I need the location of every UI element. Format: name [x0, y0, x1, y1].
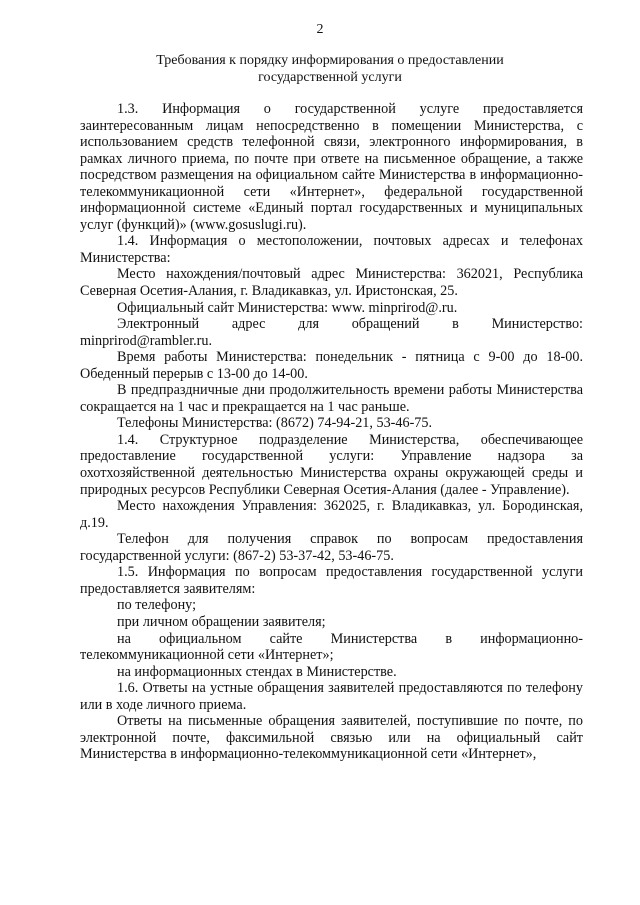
paragraph-working-hours: Время работы Министерства: понедельник - пятница с 9-00 до 18-00. Обеденный перерыв с 13-00 до 14-00. [80, 349, 583, 382]
paragraph-unit-location: Место нахождения Управления: 362025, г. Владикавказ, ул. Бородинская, д.19. [80, 498, 583, 531]
paragraph-email: Электронный адрес для обращений в Министерство: minprirod@rambler.ru. [80, 316, 583, 349]
paragraph-1-6: 1.6. Ответы на устные обращения заявителей предоставляются по телефону или в ходе личного приема. [80, 680, 583, 713]
paragraph-1-5: 1.5. Информация по вопросам предоставления государственной услуги предоставляется заявителям: [80, 564, 583, 597]
page-number: 2 [316, 22, 324, 37]
list-item-phone: по телефону; [117, 597, 197, 614]
paragraph-written-responses: Ответы на письменные обращения заявителей, поступившие по почте, по электронной почте, факсимильной связью или на официальный сайт Министерства в информационно-телекоммуникационной сети «Интернет», [80, 713, 583, 763]
document-body [80, 101, 583, 763]
list-item-official-site: на официальном сайте Министерства в информационно-телекоммуникационной сети «Интернет»; [80, 630, 583, 664]
paragraph-unit-phone: Телефон для получения справок по вопросам предоставления государственной услуги: (867-2) 53-37-42, 53-46-75. [80, 531, 583, 564]
paragraph-structural-unit: 1.4. Структурное подразделение Министерства, обеспечивающее предоставление государственной услуги: Управление надзора за охотхозяйственной деятельностью Министерства охраны окружающей среды и природных ресурсов Республики Северная Осетия-Алания (далее - Управление). [80, 431, 583, 498]
section-heading-line-1: Требования к порядку информирования о предоставлении [156, 53, 504, 68]
paragraph-official-site: Официальный сайт Министерства: www. minprirod@.ru. [117, 299, 458, 316]
paragraph-holiday-hours: В предпраздничные дни продолжительность времени работы Министерства сокращается на 1 час и прекращается на 1 час раньше. [80, 382, 583, 415]
paragraph-phones: Телефоны Министерства: (8672) 74-94-21, 53-46-75. [117, 415, 433, 432]
list-item-info-stands: на информационных стендах в Министерстве. [117, 663, 397, 680]
paragraph-1-4-locations: 1.4. Информация о местоположении, почтовых адресах и телефонах Министерства: [80, 233, 583, 266]
paragraph-1-3: 1.3. Информация о государственной услуге предоставляется заинтересованным лицам непосредственно в помещении Министерства, с использованием средств телефонной связи, электронного информирования, в рамках личного приема, по почте при ответе на письменное обращение, а также посредством размещения на официальном сайте Министерства в информационно-телекоммуникационной сети «Интернет», федеральной государственной информационной системе «Единый портал государственных и муниципальных услуг (функций)» (www.gosuslugi.ru). [80, 101, 583, 233]
section-heading-line-2: государственной услуги [258, 70, 402, 85]
section-heading [80, 52, 580, 86]
paragraph-postal-address: Место нахождения/почтовый адрес Министерства: 362021, Республика Северная Осетия-Алания, г. Владикавказ, ул. Иристонская, 25. [80, 266, 583, 300]
list-item-personal-visit: при личном обращении заявителя; [117, 613, 326, 630]
